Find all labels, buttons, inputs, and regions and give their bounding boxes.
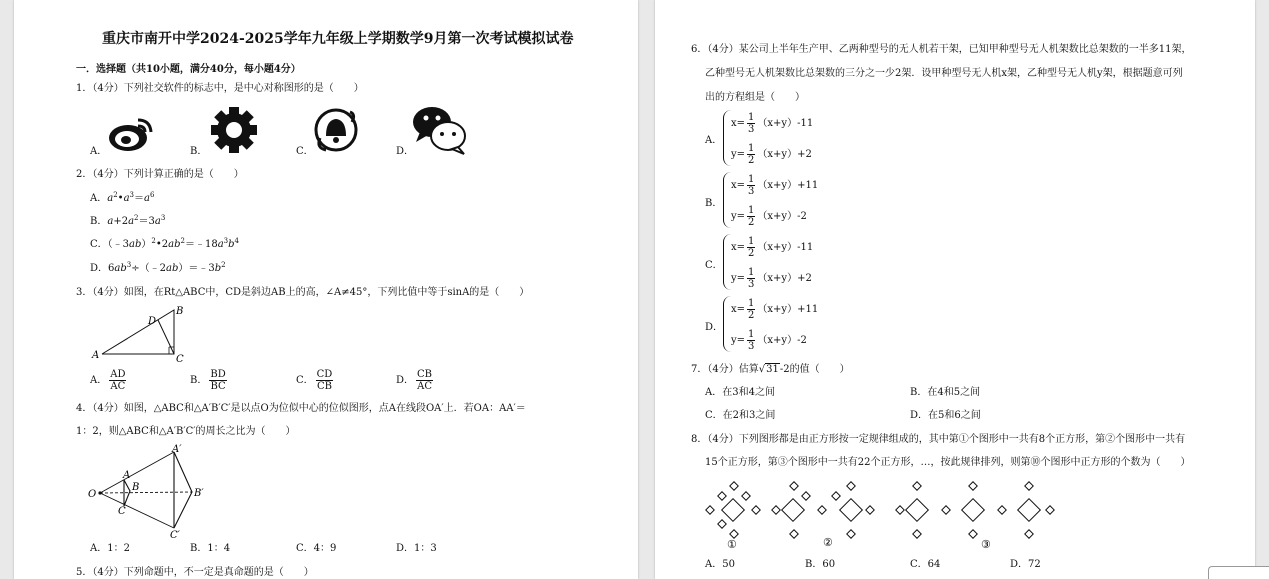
q3-option-a: A． $\frac{AD}{AC}$ [90,369,126,392]
q2-option-c: C．$(﹣3ab)^2•2ab^2=﹣18a^3b^4$ [90,237,240,250]
exam-page-left [14,0,638,579]
q3-triangle-figure [90,302,200,364]
q6-option-c-label: C． [705,260,723,271]
wechat-logo-icon [412,104,468,156]
q1-option-d-label: D． [396,146,415,157]
question-8-stem-line2: 15个正方形，第③个图形中一共有22个正方形，…，按此规律排列，则第⑩个图形中正方形的个数为（ ） [705,457,1191,468]
question-6-stem-line2: 乙种型号无人机架数比总架数的三分之一少2架．设甲种型号无人机x架，乙种型号无人机y架，根据题意可列 [705,68,1183,79]
q6-option-c-eq1: x= $\frac{1}{2}$ （x+y）-11 [731,236,814,259]
question-6-stem-line1: 6．（4分）某公司上半年生产甲、乙两种型号的无人机若干架，已知甲种型号无人机架数比总架数的一半多11架， [691,44,1192,55]
q4-option-b: B．1：4 [190,543,231,554]
q3-option-d: D． $\frac{CB}{AC}$ [396,369,433,392]
q2-option-b: B．$a+2a^2=3a^3$ [90,214,166,227]
q3-option-c: C． $\frac{CD}{CB}$ [296,369,333,392]
q4-option-c: C．4：9 [296,543,337,554]
q6-option-d-label: D． [705,322,724,333]
question-6-stem-line3: 出的方程组是（ ） [705,92,805,103]
question-8-stem-line1: 8．（4分）下列图形都是由正方形按一定规律组成的，其中第①个图形中一共有8个正方形，第②个图形中一共有 [691,434,1186,445]
q3-label-a: A [92,350,100,361]
q8-option-d: D．72 [1010,559,1041,570]
q4-similar-triangles-figure [88,440,218,540]
question-5-stem: 5．（4分）下列命题中，不一定是真命题的是（ ） [76,567,314,578]
q3-label-b: B [176,306,184,317]
question-4-stem-line2: 1：2，则△ABC和△A′B′C′的周长之比为（ ） [76,426,296,437]
q1-option-a-label: A． [90,146,108,157]
question-3-stem: 3．（4分）如图，在Rt△ABC中，CD是斜边AB上的高，∠A≠45°，下列比值中等于sinA的是（ ） [76,287,530,298]
q7-option-c: C．在2和3之间 [705,410,776,421]
q6-option-b-label: B． [705,198,723,209]
q7-option-a: A．在3和4之间 [705,387,775,398]
q8-square-pattern-figure [703,478,1083,552]
q6-option-a-eq1: x= $\frac{1}{3}$ （x+y）-11 [731,112,814,135]
question-1-stem: 1．（4分）下列社交软件的标志中，是中心对称图形的是（ ） [76,83,364,94]
q2-option-a: A．$a^2•a^3=a^6$ [90,191,155,204]
q3-option-b: B． $\frac{BD}{BC}$ [190,369,226,392]
q4-label-c: C [118,506,126,517]
q6-option-a-eq2: y= $\frac{1}{2}$ （x+y）+2 [731,143,812,166]
q3-label-d: D [148,316,157,327]
q6-option-c-eq2: y= $\frac{1}{3}$ （x+y）+2 [731,267,812,290]
q6-option-a-label: A． [705,135,723,146]
q4-label-c-prime: C′ [170,530,180,540]
q8-pattern-1-label: ① [727,538,737,551]
q8-pattern-3-label: ③ [981,538,991,551]
q8-pattern-1 [706,482,760,538]
section-heading: 一．选择题（共10小题，满分40分，每小题4分） [76,64,301,75]
q7-option-b: B．在4和5之间 [910,387,981,398]
q8-option-b: B．60 [805,559,836,570]
q4-option-d: D．1：3 [396,543,437,554]
q4-label-o: O [88,489,97,500]
question-7-stem: 7．（4分）估算√31-2的值（ ） [691,364,850,375]
viewer-corner-widget[interactable] [1208,566,1269,579]
question-2-stem: 2．（4分）下列计算正确的是（ ） [76,169,244,180]
q8-option-a: A．50 [705,559,735,570]
q8-pattern-2-label: ② [823,536,833,549]
q6-option-b-eq2: y= $\frac{1}{2}$ （x+y）-2 [731,205,807,228]
q8-pattern-3 [896,482,1054,538]
exam-page-right [655,0,1255,579]
q4-label-b: B [132,482,140,493]
q6-option-b-eq1: x= $\frac{1}{3}$ （x+y）+11 [731,174,819,197]
q3-label-c: C [176,354,184,364]
q6-option-d-eq2: y= $\frac{1}{3}$ （x+y）-2 [731,329,807,352]
bell-chat-logo-icon [312,108,360,154]
q1-option-b-label: B． [190,146,208,157]
question-4-stem-line1: 4．（4分）如图，△ABC和△A′B′C′是以点O为位似中心的位似图形，点A在线段OA′上．若OA：AA′＝ [76,403,526,414]
q8-option-c: C．64 [910,559,941,570]
q4-label-b-prime: B′ [194,488,204,499]
gear-logo-icon [210,106,258,154]
q7-option-d: D．在5和6之间 [910,410,981,421]
q8-pattern-2 [772,482,874,538]
weibo-logo-icon [106,112,156,154]
exam-title: 重庆市南开中学2024-2025学年九年级上学期数学9月第一次考试模拟试卷 [102,31,574,47]
q2-option-d: D．$6ab^3\div(﹣2ab)=﹣3b^2$ [90,261,226,274]
q1-option-c-label: C． [296,146,314,157]
q4-label-a-prime: A′ [172,444,182,455]
q4-label-a: A [123,470,131,481]
q4-option-a: A．1：2 [90,543,130,554]
q6-option-d-eq1: x= $\frac{1}{2}$ （x+y）+11 [731,298,819,321]
